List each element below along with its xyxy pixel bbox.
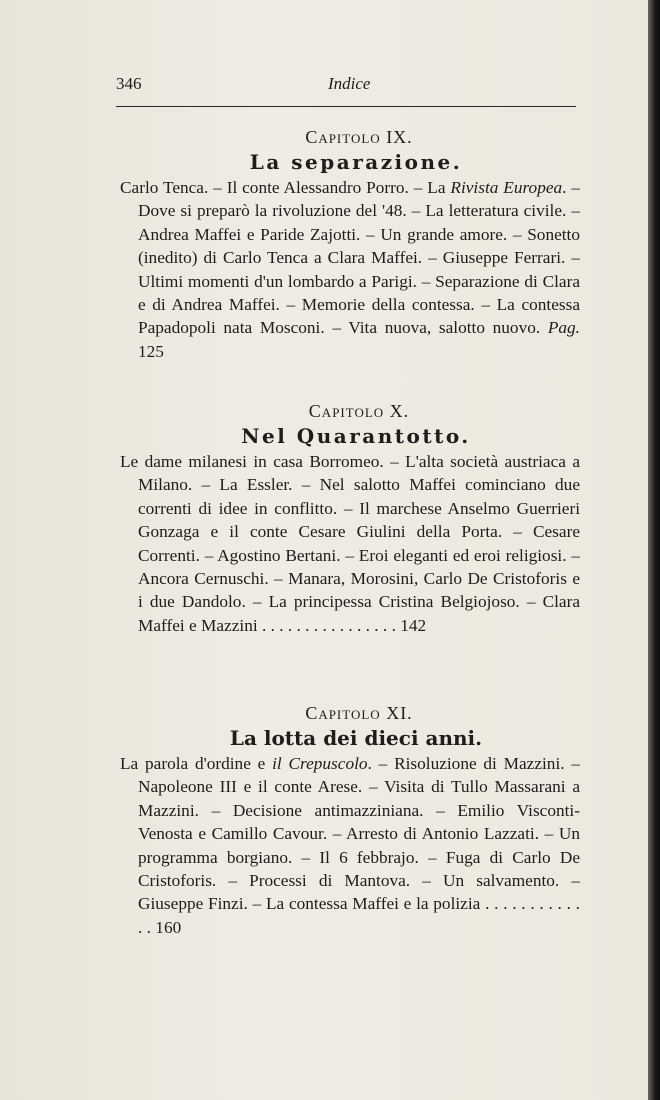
dot-leader: . . . . . . . . . . . . . <box>138 894 580 937</box>
italic-title: Rivista Europea <box>450 178 563 197</box>
chapter-summary: Carlo Tenca. – Il conte Alessandro Porro. – La Rivista Europea. – Dove si preparò la rivoluzione del '48. – La letteratura civile. – Andrea Maffei e Paride Zajotti. – Un grande amore. – Sonetto (inedito) di Carlo Tenca a Clara Maffei. – Giuseppe Ferrari. – Ultimi momenti d'un lombardo a Parigi. – Separazione di Clara e di Andrea Maffei. – Memorie della contessa. – La contessa Papadopoli nata Mosconi. – Vita nuova, salotto nuovo. Pag. 125 <box>120 178 581 361</box>
running-header <box>116 74 576 98</box>
chapter-label: Capitolo XI. <box>305 703 413 723</box>
chapter-title: La lotta dei dieci anni. <box>229 726 483 750</box>
header-rule <box>116 106 576 107</box>
chapter-x-entry <box>120 400 580 637</box>
chapter-title: La separazione. <box>249 150 463 174</box>
page-number: 346 <box>116 74 142 93</box>
chapter-label: Capitolo IX. <box>305 127 413 147</box>
chapter-ix-entry <box>120 126 580 363</box>
page-label: Pag. <box>547 318 580 338</box>
dot-leader: . . . . . . . . . . . . . . . . <box>257 615 396 635</box>
chapter-title: Nel Quarantotto. <box>241 424 471 448</box>
italic-title: il Crepuscolo <box>272 754 368 773</box>
chapter-xi-entry <box>120 702 580 939</box>
page-reference: 142 <box>400 615 427 635</box>
chapter-label: Capitolo X. <box>308 401 410 421</box>
chapter-summary: La parola d'ordine e il Crepuscolo. – Risoluzione di Mazzini. – Napoleone III e il conte Arese. – Visita di Tullo Massarani a Mazzini. – Decisione antimazziniana. – Emilio Visconti-Venosta e Camillo Cavour. – Arresto di Antonio Lazzati. – Un programma borgiano. – Il 6 febbrajo. – Fuga di Carlo De Cristoforis. – Processi di Mantova. – Un salvamento. – Giuseppe Finzi. – La contessa Maffei e la polizia . . . . . . . . . . . . . 160 <box>120 754 580 937</box>
page-edge-shadow <box>648 0 660 1100</box>
page-reference: 125 <box>138 341 164 361</box>
page-reference: 160 <box>155 917 182 937</box>
chapter-summary: Le dame milanesi in casa Borromeo. – L'alta società austriaca a Milano. – La Essler. – Nel salotto Maffei cominciano due correnti di idee in conflitto. – Il marchese Anselmo Guerrieri Gonzaga e il conte Cesare Giulini della Porta. – Cesare Correnti. – Agostino Bertani. – Eroi eleganti ed eroi religiosi. – Ancora Cernuschi. – Manara, Morosini, Carlo De Cristoforis e i due Dandolo. – La principessa Cristina Belgiojoso. – Clara Maffei e Mazzini . . . . . . . . . . . . . . . . 142 <box>120 452 580 635</box>
running-title: Indice <box>328 74 371 93</box>
